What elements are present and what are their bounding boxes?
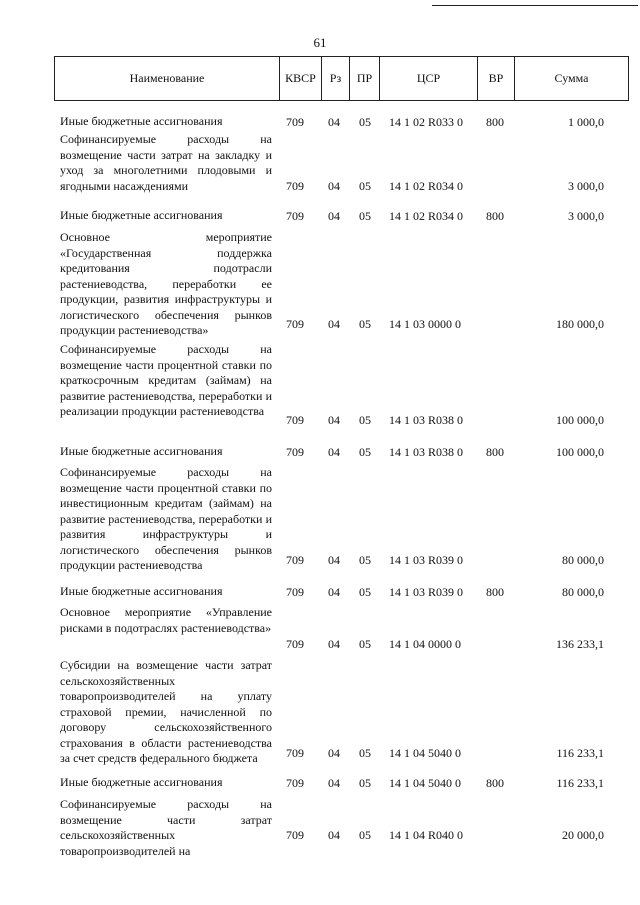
row-pr: 05	[359, 209, 371, 223]
row-pr: 05	[359, 746, 371, 760]
row-csr: 14 1 03 0000 0	[389, 317, 461, 331]
row-rz: 04	[328, 317, 340, 331]
row-sum: 116 233,1	[556, 746, 604, 760]
row-csr: 14 1 04 0000 0	[389, 637, 461, 651]
row-kvsr: 709	[286, 585, 304, 599]
row-rz: 04	[328, 115, 340, 129]
row-kvsr: 709	[286, 746, 304, 760]
row-kvsr: 709	[286, 553, 304, 567]
row-sum: 20 000,0	[562, 828, 604, 842]
row-kvsr: 709	[286, 445, 304, 459]
table-row	[0, 132, 640, 194]
row-pr: 05	[359, 179, 371, 193]
header-csr: ЦСР	[380, 57, 478, 100]
row-sum: 1 000,0	[568, 115, 604, 129]
row-rz: 04	[328, 553, 340, 567]
row-name: Иные бюджетные ассигнования	[60, 208, 223, 222]
row-pr: 05	[359, 115, 371, 129]
row-csr: 14 1 03 R038 0	[389, 413, 464, 427]
row-sum: 3 000,0	[568, 179, 604, 193]
header-vr: ВР	[478, 57, 515, 100]
row-vr: 800	[486, 585, 504, 599]
row-pr: 05	[359, 553, 371, 567]
row-pr: 05	[359, 445, 371, 459]
header-kvsr: КВСР	[280, 57, 322, 100]
row-pr: 05	[359, 637, 371, 651]
header-pr: ПР	[350, 57, 380, 100]
row-csr: 14 1 04 5040 0	[389, 776, 461, 790]
row-rz: 04	[328, 828, 340, 842]
row-kvsr: 709	[286, 209, 304, 223]
row-rz: 04	[328, 637, 340, 651]
row-csr: 14 1 03 R039 0	[389, 553, 464, 567]
table-row	[0, 114, 640, 130]
row-sum: 80 000,0	[562, 553, 604, 567]
row-csr: 14 1 03 R038 0	[389, 445, 464, 459]
row-name: Субсидии на возмещение части затрат сельскохозяйственных товаропроизводителей на уплату страховой премии, начисленной по договору сельскохозяйственного страхования в области растениеводства за счет средств федерального бюджета	[60, 658, 272, 765]
table-row	[0, 444, 640, 460]
row-csr: 14 1 02 R034 0	[389, 209, 464, 223]
row-rz: 04	[328, 179, 340, 193]
row-csr: 14 1 02 R034 0	[389, 179, 464, 193]
table-header	[54, 56, 629, 101]
row-sum: 136 233,1	[556, 637, 604, 651]
row-name: Софинансируемые расходы на возмещение части процентной ставки по инвестиционным кредитам (займам) на развитие растениеводства, переработки и развития инфраструктуры и логистического обеспечения рынков продукции растениеводства	[60, 465, 272, 572]
row-csr: 14 1 02 R033 0	[389, 115, 464, 129]
row-csr: 14 1 04 R040 0	[389, 828, 464, 842]
row-rz: 04	[328, 209, 340, 223]
row-vr: 800	[486, 445, 504, 459]
row-rz: 04	[328, 776, 340, 790]
row-sum: 100 000,0	[556, 413, 604, 427]
row-kvsr: 709	[286, 637, 304, 651]
table-row	[0, 465, 640, 572]
row-csr: 14 1 04 5040 0	[389, 746, 461, 760]
row-sum: 100 000,0	[556, 445, 604, 459]
row-kvsr: 709	[286, 413, 304, 427]
table-row	[0, 775, 640, 791]
row-pr: 05	[359, 413, 371, 427]
row-pr: 05	[359, 585, 371, 599]
row-pr: 05	[359, 317, 371, 331]
header-sum: Сумма	[515, 57, 629, 100]
row-kvsr: 709	[286, 776, 304, 790]
top-rule	[432, 5, 638, 6]
row-kvsr: 709	[286, 115, 304, 129]
row-sum: 116 233,1	[556, 776, 604, 790]
table-row	[0, 230, 640, 337]
table-row	[0, 342, 640, 428]
header-rz: Рз	[322, 57, 350, 100]
table-row	[0, 584, 640, 600]
row-rz: 04	[328, 413, 340, 427]
row-name: Иные бюджетные ассигнования	[60, 444, 223, 458]
row-name: Софинансируемые расходы на возмещение части процентной ставки по краткосрочным кредитам (займам) на развитие растениеводства, переработки и реализации продукции растениеводства	[60, 342, 272, 418]
row-pr: 05	[359, 828, 371, 842]
table-row	[0, 658, 640, 765]
row-name: Софинансируемые расходы на возмещение части затрат сельскохозяйственных товаропроизводителей на	[60, 797, 272, 858]
table-row	[0, 605, 640, 652]
table-row	[0, 208, 640, 224]
row-vr: 800	[486, 776, 504, 790]
row-rz: 04	[328, 445, 340, 459]
row-name: Софинансируемые расходы на возмещение части затрат на закладку и уход за многолетними плодовыми и ягодными насаждениями	[60, 132, 272, 193]
row-sum: 80 000,0	[562, 585, 604, 599]
row-name: Иные бюджетные ассигнования	[60, 584, 223, 598]
row-rz: 04	[328, 585, 340, 599]
table-row	[0, 797, 640, 858]
row-kvsr: 709	[286, 317, 304, 331]
row-name: Иные бюджетные ассигнования	[60, 114, 223, 128]
header-name: Наименование	[54, 57, 280, 100]
row-sum: 180 000,0	[556, 317, 604, 331]
row-name: Основное мероприятие «Государственная поддержка кредитования подотрасли растениеводства, переработки ее продукции, развития инфраструктуры и логистического обеспечения рынков продукции растениеводства»	[60, 230, 272, 337]
row-kvsr: 709	[286, 179, 304, 193]
row-vr: 800	[486, 209, 504, 223]
row-name: Основное мероприятие «Управление рисками в подотраслях растениеводства»	[60, 605, 272, 635]
row-csr: 14 1 03 R039 0	[389, 585, 464, 599]
page-number: 61	[313, 35, 327, 50]
row-name: Иные бюджетные ассигнования	[60, 775, 223, 789]
row-kvsr: 709	[286, 828, 304, 842]
row-pr: 05	[359, 776, 371, 790]
row-rz: 04	[328, 746, 340, 760]
row-sum: 3 000,0	[568, 209, 604, 223]
row-vr: 800	[486, 115, 504, 129]
